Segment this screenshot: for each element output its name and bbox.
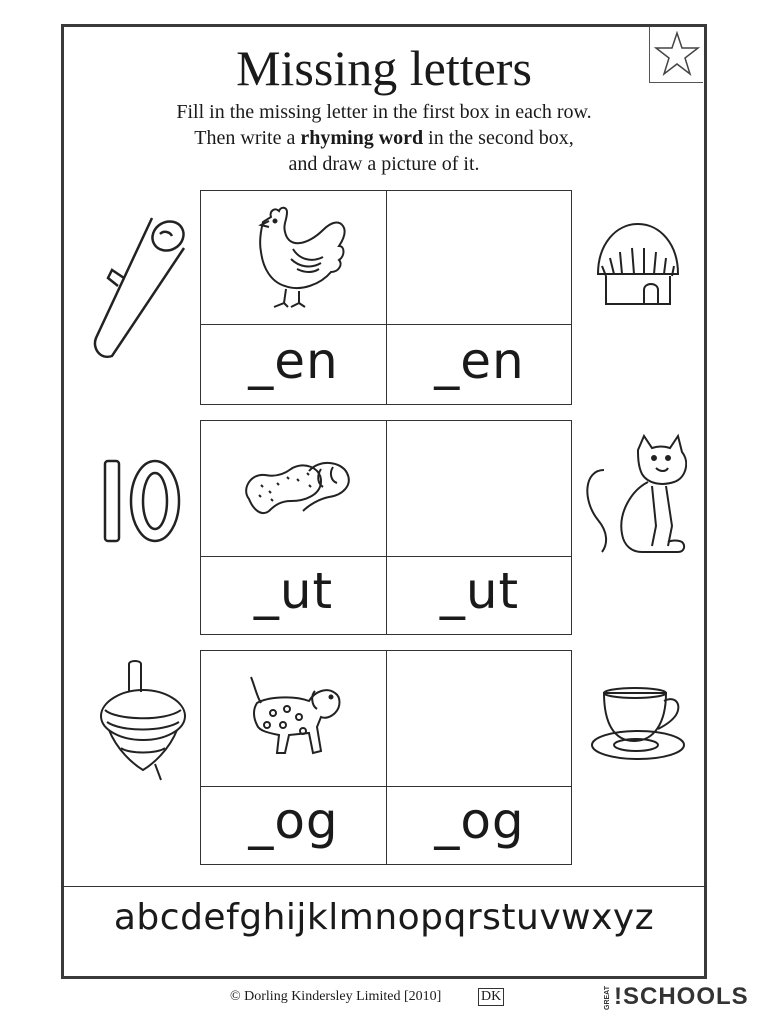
hut-icon: [592, 218, 687, 308]
row-3-grid: [200, 650, 572, 865]
word-prompt: _og: [434, 792, 525, 850]
brand-name: SCHOOLS: [623, 983, 749, 1010]
copyright-text: © Dorling Kindersley Limited [2010]: [230, 989, 442, 1004]
dog-icon: [243, 669, 348, 768]
word-prompt: _en: [434, 332, 525, 390]
instruction-text: Then write a: [194, 127, 301, 149]
number-ten-icon: [97, 455, 187, 547]
row-2-grid: [200, 420, 572, 635]
brand-logo: !SCHOOLS: [614, 983, 749, 1010]
instruction-line-3: and draw a picture of it.: [288, 153, 480, 175]
brand-prefix: GREAT: [604, 986, 611, 1010]
instruction-text: in the second box,: [423, 127, 574, 149]
dk-logo: DK: [478, 988, 504, 1006]
hen-icon: [241, 199, 351, 318]
word-prompt: _ut: [253, 562, 334, 620]
instruction-line-1: Fill in the missing letter in the first box in each row.: [176, 101, 592, 123]
instruction-emphasis: rhyming word: [300, 127, 424, 149]
word-prompt: _ut: [439, 562, 520, 620]
instruction-line-2: [61, 125, 707, 151]
page-title: Missing letters: [236, 40, 532, 96]
number-ten-label: 10: [97, 455, 99, 456]
row-1-grid: [200, 190, 572, 405]
cat-icon: [582, 430, 687, 560]
word-prompt: _en: [248, 332, 339, 390]
log-icon: [90, 208, 190, 368]
teacup-icon: [588, 685, 688, 770]
alphabet-divider: [61, 886, 707, 887]
spinning-top-icon: [95, 660, 190, 785]
alphabet-strip: abcdefghijklmnopqrstuvwxyz: [113, 897, 655, 938]
peanut-icon: [239, 451, 359, 530]
word-prompt: _og: [248, 792, 339, 850]
